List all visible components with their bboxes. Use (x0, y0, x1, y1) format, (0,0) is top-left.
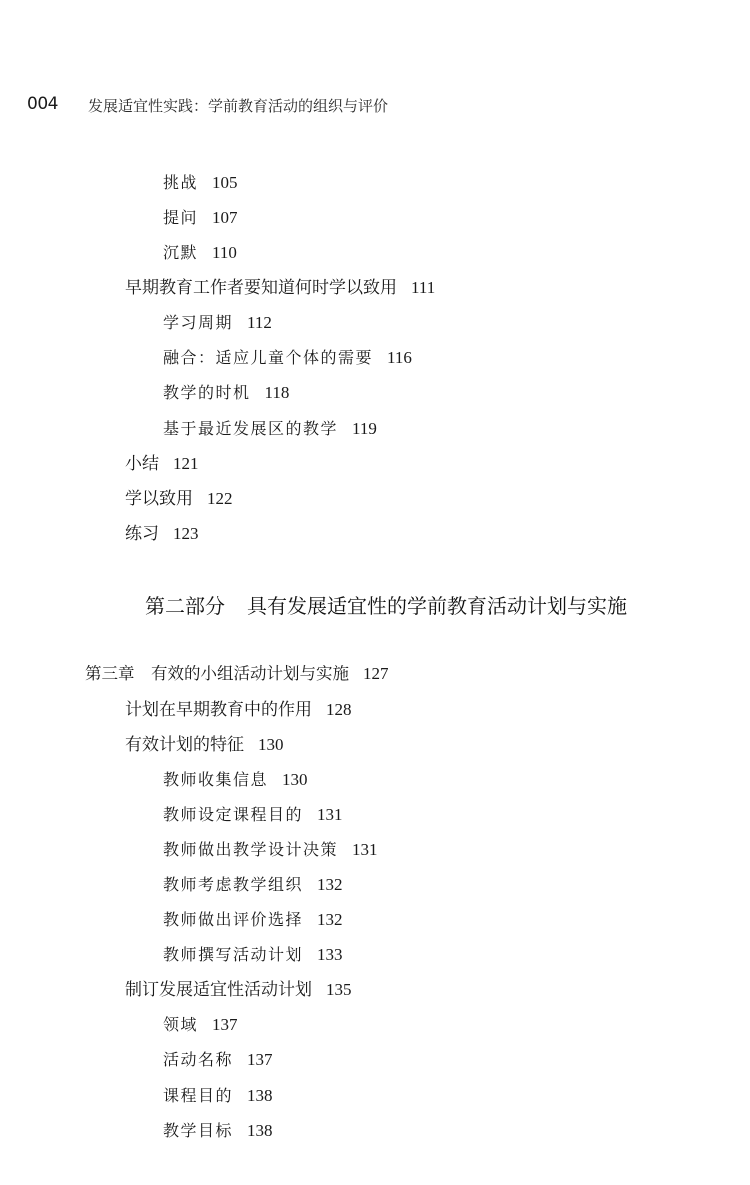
toc-entry-title: 教师考虑教学组织 (163, 875, 304, 894)
toc-entry-page: 138 (247, 1086, 273, 1105)
toc-entry-title: 提问 (163, 208, 199, 227)
toc-entry-title: 基于最近发展区的教学 (163, 419, 339, 438)
toc-entry (163, 944, 343, 966)
toc-entry-title: 教师收集信息 (163, 770, 269, 789)
toc-entry (163, 769, 308, 791)
toc-entry-title: 第三章 有效的小组活动计划与实施 (85, 664, 349, 683)
toc-entry-title: 课程目的 (163, 1086, 234, 1105)
toc-entry (163, 172, 238, 194)
toc-entry (125, 979, 352, 1001)
toc-entry-page: 131 (317, 805, 343, 824)
toc-entry (125, 734, 284, 756)
toc-entry-title: 领域 (163, 1015, 199, 1034)
toc-entry (125, 699, 352, 721)
toc-entry (163, 382, 289, 404)
toc-entry-page: 122 (207, 489, 233, 508)
toc-entry-title: 沉默 (163, 243, 199, 262)
toc-entry-title: 教学的时机 (163, 383, 251, 402)
toc-entry-page: 112 (247, 313, 272, 332)
toc-entry-title: 融合：适应儿童个体的需要 (163, 348, 374, 367)
toc-entry-title: 教师做出教学设计决策 (163, 840, 339, 859)
toc-entry-title: 教师设定课程目的 (163, 805, 304, 824)
toc-entry (163, 1014, 238, 1036)
toc-entry (163, 242, 237, 264)
toc-entry-page: 137 (212, 1015, 238, 1034)
toc-entry-page: 131 (352, 840, 378, 859)
toc-entry-page: 127 (363, 664, 389, 683)
toc-entry-page: 130 (282, 770, 308, 789)
toc-entry-page: 138 (247, 1121, 273, 1140)
toc-entry-title: 制订发展适宜性活动计划 (125, 980, 312, 1000)
toc-entry-page: 119 (352, 419, 377, 438)
toc-entry-page: 132 (317, 875, 343, 894)
toc-entry (125, 488, 233, 510)
toc-entry (163, 347, 412, 369)
toc-entry-title: 早期教育工作者要知道何时学以致用 (125, 278, 397, 298)
toc-entry (163, 207, 238, 229)
toc-entry-page: 107 (212, 208, 238, 227)
toc-entry-page: 105 (212, 173, 238, 192)
toc-entry-page: 123 (173, 524, 199, 543)
toc-entry-title: 小结 (125, 454, 159, 474)
page-number: 004 (27, 94, 58, 114)
toc-entry-page: 116 (387, 348, 412, 367)
toc-entry-page: 135 (326, 980, 352, 999)
toc-entry-title: 练习 (125, 524, 159, 544)
running-title: 发展适宜性实践：学前教育活动的组织与评价 (88, 97, 389, 115)
toc-entry-title: 挑战 (163, 173, 199, 192)
toc-entry-title: 有效计划的特征 (125, 735, 244, 755)
toc-entry (163, 418, 377, 440)
toc-entry-title: 教师撰写活动计划 (163, 945, 304, 964)
toc-entry (125, 277, 435, 299)
toc-entry-page: 128 (326, 700, 352, 719)
toc-entry-page: 111 (411, 278, 436, 297)
toc-entry-title: 教学目标 (163, 1121, 234, 1140)
toc-entry (125, 523, 199, 545)
toc-entry-page: 118 (264, 383, 290, 402)
toc-entry-page: 130 (258, 735, 284, 754)
toc-entry-title: 活动名称 (163, 1050, 234, 1069)
toc-entry-title: 学以致用 (125, 489, 193, 509)
part-heading (145, 593, 627, 619)
toc-entry (163, 1120, 273, 1142)
toc-entry-page: 132 (317, 910, 343, 929)
toc-entry (163, 1049, 273, 1071)
page-header (0, 94, 750, 118)
toc-entry-page: 121 (173, 454, 199, 473)
toc-entry-page: 133 (317, 945, 343, 964)
toc-entry (163, 839, 378, 861)
toc-entry-title: 教师做出评价选择 (163, 910, 304, 929)
toc-entry (125, 453, 199, 475)
toc-entry (163, 909, 343, 931)
toc-entry (163, 804, 343, 826)
toc-chapter-entry (85, 663, 389, 685)
part-label: 第二部分 (145, 594, 225, 618)
toc-entry-page: 110 (212, 243, 237, 262)
toc-entry-page: 137 (247, 1050, 273, 1069)
toc-entry-title: 学习周期 (163, 313, 234, 332)
part-title: 具有发展适宜性的学前教育活动计划与实施 (247, 594, 627, 618)
toc-entry (163, 1085, 273, 1107)
toc-entry-title: 计划在早期教育中的作用 (125, 700, 312, 720)
toc-entry (163, 312, 272, 334)
toc-entry (163, 874, 343, 896)
